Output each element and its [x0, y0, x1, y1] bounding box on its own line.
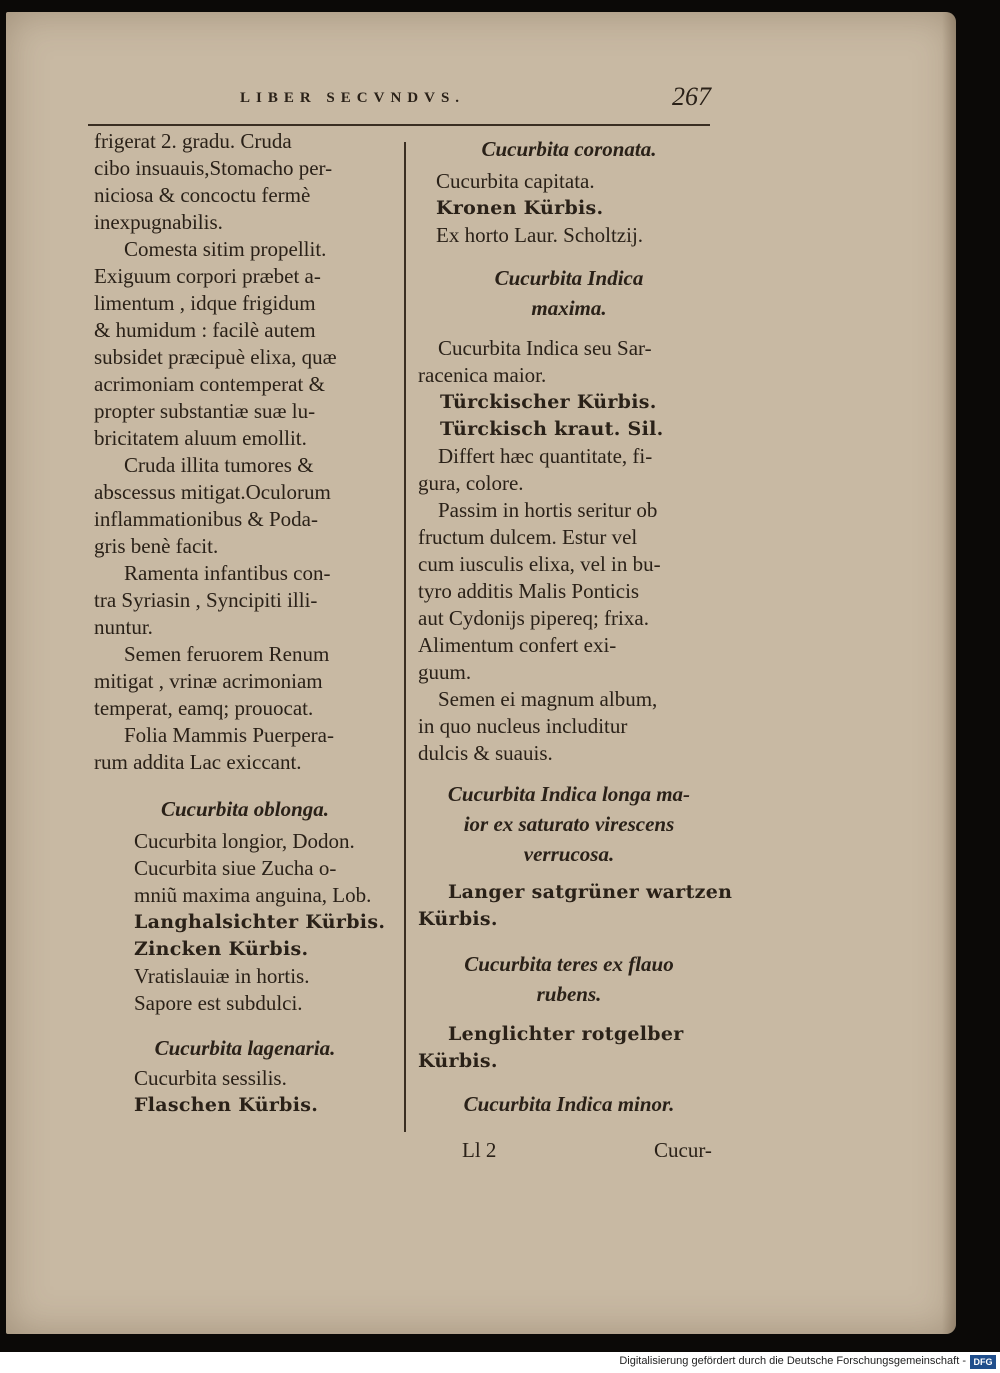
paragraph-cruda: [94, 452, 396, 560]
text-line: Semen feruorem Renum: [124, 642, 330, 666]
funding-note: Digitalisierung gefördert durch die Deutsche Forschungsgemeinschaft -: [619, 1355, 966, 1367]
text-line: gura, colore.: [418, 471, 524, 495]
heading-line: Cucurbita Indica: [494, 266, 644, 290]
text-line: bricitatem aluum emollit.: [94, 426, 307, 450]
text-line: Langer satgrüner wartzen: [448, 881, 733, 903]
text-line: tyro additis Malis Ponticis: [418, 579, 640, 603]
text-line: & humidum : facilè autem: [94, 318, 316, 342]
text-line: Flaschen Kürbis.: [134, 1094, 319, 1116]
section-indica-longa: [418, 879, 733, 933]
section-heading-lagenaria: Cucurbita lagenaria.: [154, 1036, 336, 1060]
text-line: Passim in hortis seritur ob: [438, 498, 658, 522]
text-line: subsidet præcipuè elixa, quæ: [94, 345, 337, 369]
text-line: Cucurbita longior, Dodon.: [134, 829, 355, 853]
text-line: tra Syriasin , Syncipiti illi-: [94, 588, 318, 612]
text-line: dulcis & suauis.: [418, 741, 553, 765]
section-teres: [418, 1021, 720, 1075]
section-heading-teres: [418, 949, 720, 1009]
section-oblonga: [94, 828, 396, 1017]
text-line: Comesta sitim propellit.: [124, 237, 327, 261]
text-line: mitigat , vrinæ acrimoniam: [94, 669, 323, 693]
paragraph-frigerat: [94, 128, 396, 236]
paragraph-semen: [94, 641, 396, 722]
heading-line: Cucurbita teres ex flauo: [464, 952, 674, 976]
text-line: Kronen Kürbis.: [436, 197, 604, 219]
text-line: Alimentum confert exi-: [418, 633, 617, 657]
text-line: gris benè facit.: [94, 534, 219, 558]
header-rule: [88, 124, 710, 126]
text-line: limentum , idque frigidum: [94, 291, 316, 315]
paragraph-folia: [94, 722, 396, 776]
text-line: inexpugnabilis.: [94, 210, 223, 234]
heading-line: ior ex saturato virescens: [463, 812, 675, 836]
heading-line: maxima.: [531, 296, 607, 320]
heading-line: rubens.: [536, 982, 602, 1006]
text-line: nuntur.: [94, 615, 153, 639]
section-coronata: [418, 168, 720, 249]
signature-mark: Ll 2: [462, 1138, 497, 1162]
text-line: Türckisch kraut. Sil.: [440, 418, 664, 440]
left-column: [94, 128, 396, 1119]
page-edge-shadow: [942, 12, 956, 1334]
text-line: frigerat 2. gradu. Cruda: [94, 129, 292, 153]
text-line: abscessus mitigat.Oculorum: [94, 480, 331, 504]
section-lagenaria: [94, 1065, 396, 1119]
text-line: Langhalsichter Kürbis.: [134, 911, 386, 933]
text-line: fructum dulcem. Estur vel: [418, 525, 638, 549]
heading-line: Cucurbita Indica longa ma-: [447, 782, 691, 806]
text-line: Zincken Kürbis.: [134, 938, 309, 960]
text-line: Differt hæc quantitate, fi-: [438, 444, 653, 468]
text-line: Cucurbita siue Zucha o-: [134, 856, 337, 880]
section-heading-indica-minor: Cucurbita Indica minor.: [463, 1092, 675, 1116]
text-line: inflammationibus & Poda-: [94, 507, 318, 531]
text-line: niciosa & concoctu fermè: [94, 183, 311, 207]
text-line: in quo nucleus includitur: [418, 714, 628, 738]
section-heading-coronata: Cucurbita coronata.: [481, 137, 657, 161]
section-indica: [418, 335, 720, 767]
heading-line: verrucosa.: [523, 842, 615, 866]
text-line: propter substantiæ suæ lu-: [94, 399, 316, 423]
dfg-logo: DFG: [970, 1355, 996, 1369]
section-heading-indica-longa: [418, 779, 720, 869]
text-line: Ramenta infantibus con-: [124, 561, 331, 585]
text-line: Cucurbita capitata.: [436, 169, 595, 193]
paragraph-ramenta: [94, 560, 396, 641]
text-line: racenica maior.: [418, 363, 547, 387]
section-heading-indica: [418, 263, 720, 323]
page-number: 267: [672, 82, 711, 111]
text-line: Exiguum corpori præbet a-: [94, 264, 321, 288]
running-head: LIBER SECVNDVS.: [240, 90, 466, 106]
text-line: Cucurbita Indica seu Sar-: [438, 336, 652, 360]
digitization-footer: [0, 1352, 1000, 1373]
text-line: Kürbis.: [418, 1050, 498, 1072]
text-line: rum addita Lac exiccant.: [94, 750, 302, 774]
text-line: cibo insuauis,Stomacho per-: [94, 156, 333, 180]
text-line: acrimoniam contemperat &: [94, 372, 325, 396]
right-column: [418, 134, 733, 1119]
paragraph-comesta: [94, 236, 396, 452]
text-line: Ex horto Laur. Scholtzij.: [436, 223, 644, 247]
text-line: Cruda illita tumores &: [124, 453, 314, 477]
column-divider: [404, 142, 406, 1132]
text-line: cum iusculis elixa, vel in bu-: [418, 552, 661, 576]
section-heading-oblonga: Cucurbita oblonga.: [160, 797, 330, 821]
text-line: Cucurbita sessilis.: [134, 1066, 287, 1090]
text-line: Vratislauiæ in hortis.: [134, 964, 310, 988]
text-line: guum.: [418, 660, 472, 684]
text-line: Türckischer Kürbis.: [440, 391, 657, 413]
text-line: mniũ maxima anguina, Lob.: [134, 883, 372, 907]
text-line: temperat, eamq; prouocat.: [94, 696, 314, 720]
text-line: Semen ei magnum album,: [438, 687, 658, 711]
text-line: Folia Mammis Puerpera-: [124, 723, 334, 747]
text-line: Lenglichter rotgelber: [448, 1023, 684, 1045]
text-line: Kürbis.: [418, 908, 498, 930]
text-line: aut Cydonijs pipereq; frixa.: [418, 606, 649, 630]
text-line: Sapore est subdulci.: [134, 991, 303, 1015]
catchword: Cucur-: [654, 1138, 712, 1162]
